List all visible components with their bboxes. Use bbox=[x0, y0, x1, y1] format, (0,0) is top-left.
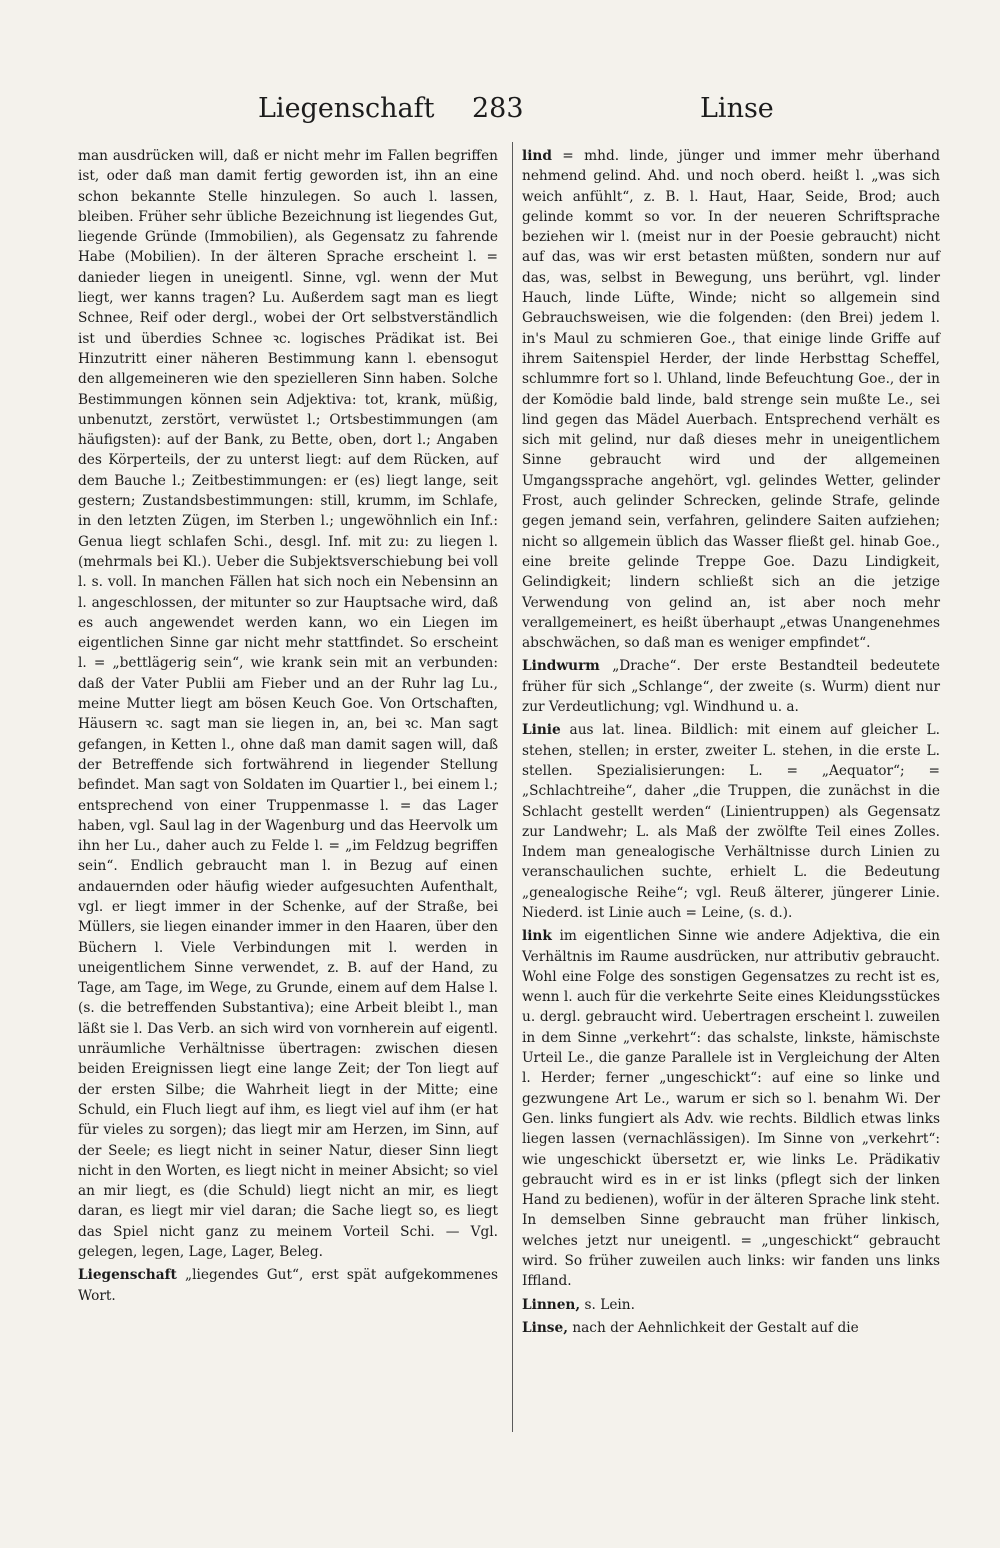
entry-liegenschaft bbox=[78, 1265, 498, 1306]
entry-linse bbox=[522, 1318, 940, 1338]
entry-text: im eigentlichen Sinne wie andere Adjektiva, die ein Verhältnis im Raume ausdrücken, nur attributiv gebraucht. Wohl eine Folge des sonstigen Gegensatzes zu recht ist es, wenn l. auch für die verkehrte Seite eines Kleidungsstückes u. dergl. gebraucht wird. Uebertragen erscheint l. zuweilen in dem Sinne „verkehrt“: das schalste, linkste, hämischste Urteil Le., die ganze Parallele ist in Vergleichung der Alten l. Herder; ferner „ungeschickt“: auf eine so linke und gezwungene Art Le., warum er sich so l. benahm Wi. Der Gen. links fungiert als Adv. wie rechts. Bildlich etwas links liegen lassen (vernachlässigen). Im Sinne von „verkehrt“: wie ungeschickt übersetzt er, wie links Le. Prädikativ gebraucht wird es in er ist links (pflegt sich der linken Hand zu bedienen), wofür in der älteren Sprache link steht. In demselben Sinne gebraucht man früher linkisch, welches jetzt nur uneigentl. = „ungeschickt“ gebraucht wird. So früher zuweilen auch links: wir fanden uns links Iffland. bbox=[522, 928, 940, 1290]
column-divider bbox=[512, 142, 513, 1432]
headword: Linse, bbox=[522, 1319, 568, 1336]
right-column bbox=[522, 146, 940, 1338]
entry-linnen bbox=[522, 1295, 940, 1315]
entry-lind bbox=[522, 146, 940, 653]
entry-text: „liegendes Gut“, erst spät aufgekommenes Wort. bbox=[78, 1267, 498, 1304]
entry-continuation-liegen: man ausdrücken will, daß er nicht mehr im Fallen begriffen ist, oder daß man damit fertig geworden ist, ihn an eine schon bekannte Stelle hinzulegen. So auch l. lassen, bleiben. Früher sehr übliche Bezeichnung ist liegendes Gut, liegende Gründe (Immobilien), als Gegensatz zu fahrende Habe (Mobilien). In der älteren Sprache erscheint l. = danieder liegen in uneigentl. Sinne, vgl. wenn der Mut liegt, wer kanns tragen? Lu. Außerdem sagt man es liegt Schnee, Reif oder dergl., wobei der Ort selbstverständlich ist und überdies Schnee ꝛc. logisches Prädikat ist. Bei Hinzutritt einer näheren Bestimmung kann l. ebensogut den allgemeineren wie den spezielleren Sinn haben. Solche Bestimmungen können sein Adjektiva: tot, krank, müßig, unbenutzt, zerstört, verwüstet l.; Ortsbestimmungen (am häufigsten): auf der Bank, zu Bette, oben, dort l.; Angaben des Körperteils, der zu unterst liegt: auf dem Rücken, auf dem Bauche l.; Zeitbestimmungen: er (es) liegt lange, seit gestern; Zustandsbestimmungen: still, krumm, im Schlafe, in den letzten Zügen, im Sterben l.; ungewöhnlich ein Inf.: Genua liegt schlafen Schi., desgl. Inf. mit zu: zu liegen l. (mehrmals bei Kl.). Ueber die Subjektsverschiebung bei voll l. s. voll. In manchen Fällen hat sich noch ein Nebensinn an l. angeschlossen, der mitunter so zur Hauptsache wird, daß es auch angewendet werden kann, wo ein Liegen im eigentlichen Sinne gar nicht mehr stattfindet. So erscheint l. = „bettlägerig sein“, wie krank sein mit an verbunden: daß der Vater Publii am Fieber und an der Ruhr lag Lu., meine Mutter liegt am bösen Keuch Goe. Von Ortschaften, Häusern ꝛc. sagt man sie liegen in, an, bei ꝛc. Man sagt gefangen, in Ketten l., ohne daß man damit sagen will, daß der Betreffende sich fortwährend in liegender Stellung befindet. Man sagt von Soldaten im Quartier l., bei einem l.; entsprechend von einer Truppenmasse l. = das Lager haben, vgl. Saul lag in der Wagenburg und das Heervolk um ihn her Lu., daher auch zu Felde l. = „im Feldzug begriffen sein“. Endlich gebraucht man l. in Bezug auf einen andauernden oder häufig wieder aufgesuchten Aufenthalt, vgl. er liegt immer in der Schenke, auf der Straße, bei Müllers, sie liegen einander immer in den Haaren, über den Büchern l. Viele Verbindungen mit l. werden in uneigentlichem Sinne verwendet, z. B. auf der Hand, zu Tage, am Tage, im Wege, zu Grunde, einem auf dem Halse l. (s. die betreffenden Substantiva); eine Arbeit bleibt l., man läßt sie l. Das Verb. an sich wird von vornherein auf eigentl. unräumliche Verhältnisse übertragen: zwischen diesen beiden Ereignissen liegt eine lange Zeit; der Ton liegt auf der ersten Silbe; die Wahrheit liegt in der Mitte; eine Schuld, ein Fluch liegt auf ihm, es liegt viel auf ihm (er hat für vieles zu sorgen); das liegt mir am Herzen, im Sinn, auf der Seele; es liegt nicht in seiner Natur, dieser Sinn liegt nicht in den Worten, es liegt nicht in meiner Absicht; so viel an mir liegt, es (die Schuld) liegt nicht an mir, es liegt daran, es liegt mir viel daran; die Sache liegt so, es liegt das Spiel nicht ganz zu meinem Vorteil Schi. — Vgl. gelegen, legen, Lage, Lager, Beleg. bbox=[78, 148, 498, 1261]
left-column bbox=[78, 146, 498, 1306]
headword: link bbox=[522, 928, 552, 945]
headword: Linie bbox=[522, 722, 561, 739]
headword: Liegenschaft bbox=[78, 1267, 177, 1284]
running-head-right: Linse bbox=[700, 93, 774, 124]
headword: lind bbox=[522, 148, 552, 164]
entry-text: aus lat. linea. Bildlich: mit einem auf gleicher L. stehen, stellen; in erster, zweiter L. stehen, in die erste L. stellen. Spezialisierungen: L. = „Aequator“; = „Schlachtreihe“, daher „die Truppen, die zunächst in die Schlacht gestellt werden“ (Linientruppen) als Gegensatz zur Landwehr; L. als Maß der zwölfte Teil eines Zolles. Indem man genealogische Verhältnisse durch Linien zu veranschaulichen suchte, erhielt L. die Bedeutung „genealogische Reihe“; vgl. Reuß älterer, jüngerer Linie. Niederd. ist Linie auch = Leine, (s. d.). bbox=[522, 722, 940, 921]
headword: Linnen, bbox=[522, 1296, 581, 1313]
entry-lindwurm bbox=[522, 656, 940, 717]
entry-text: s. Lein. bbox=[580, 1296, 635, 1313]
running-head-left: Liegenschaft bbox=[258, 93, 435, 124]
entry-text: „Drache“. Der erste Bestandteil bedeutete früher für sich „Schlange“, der zweite (s. Wurm) dient nur zur Verdeutlichung; vgl. Windhund u. a. bbox=[522, 658, 940, 716]
entry-linie bbox=[522, 720, 940, 923]
entry-text: nach der Aehnlichkeit der Gestalt auf die bbox=[567, 1319, 859, 1336]
page-number: 283 bbox=[472, 93, 524, 124]
entry-text: = mhd. linde, jünger und immer mehr überhand nehmend gelind. Ahd. und noch oberd. heißt l. „was sich weich anfühlt“, z. B. l. Haut, Haar, Seide, Brod; auch gelinde kommt so vor. In der neueren Schriftsprache beziehen wir l. (meist nur in der Poesie gebraucht) nicht auf das, was wir erst betasten müßten, sondern nur auf das, was, selbst in Bewegung, uns berührt, vgl. linder Hauch, linde Lüfte, Winde; nicht so allgemein sind Gebrauchsweisen, wie die folgenden: (den Brei) jedem l. in's Maul zu schmieren Goe., that einige linde Griffe auf ihrem Saitenspiel Herder, der linde Herbsttag Scheffel, schlummre fort so l. Uhland, linde Befeuchtung Goe., der in der Komödie bald linde, bald strenge sein mußte Le., sei lind gegen das Mädel Auerbach. Entsprechend verhält es sich mit gelind, nur daß dieses mehr in uneigentlichem Sinne gebraucht wird und der allgemeinen Umgangssprache angehört, vgl. gelindes Wetter, gelinder Frost, auch gelinder Schrecken, gelinde Strafe, gelinde gegen jemand sein, verfahren, gelindere Saiten aufziehen; nicht so allgemein üblich das Wasser fließt gel. hinab Goe., eine breite gelinde Treppe Goe. Dazu Lindigkeit, Gelindigkeit; lindern schließt sich an die jetzige Verwendung von gelind an, ist aber noch mehr verallgemeinert, es heißt überhaupt „etwas Unangenehmes abschwächen, so daß man es weniger empfindet“. bbox=[522, 148, 940, 652]
headword: Lindwurm bbox=[522, 658, 600, 675]
entry-link bbox=[522, 926, 940, 1291]
